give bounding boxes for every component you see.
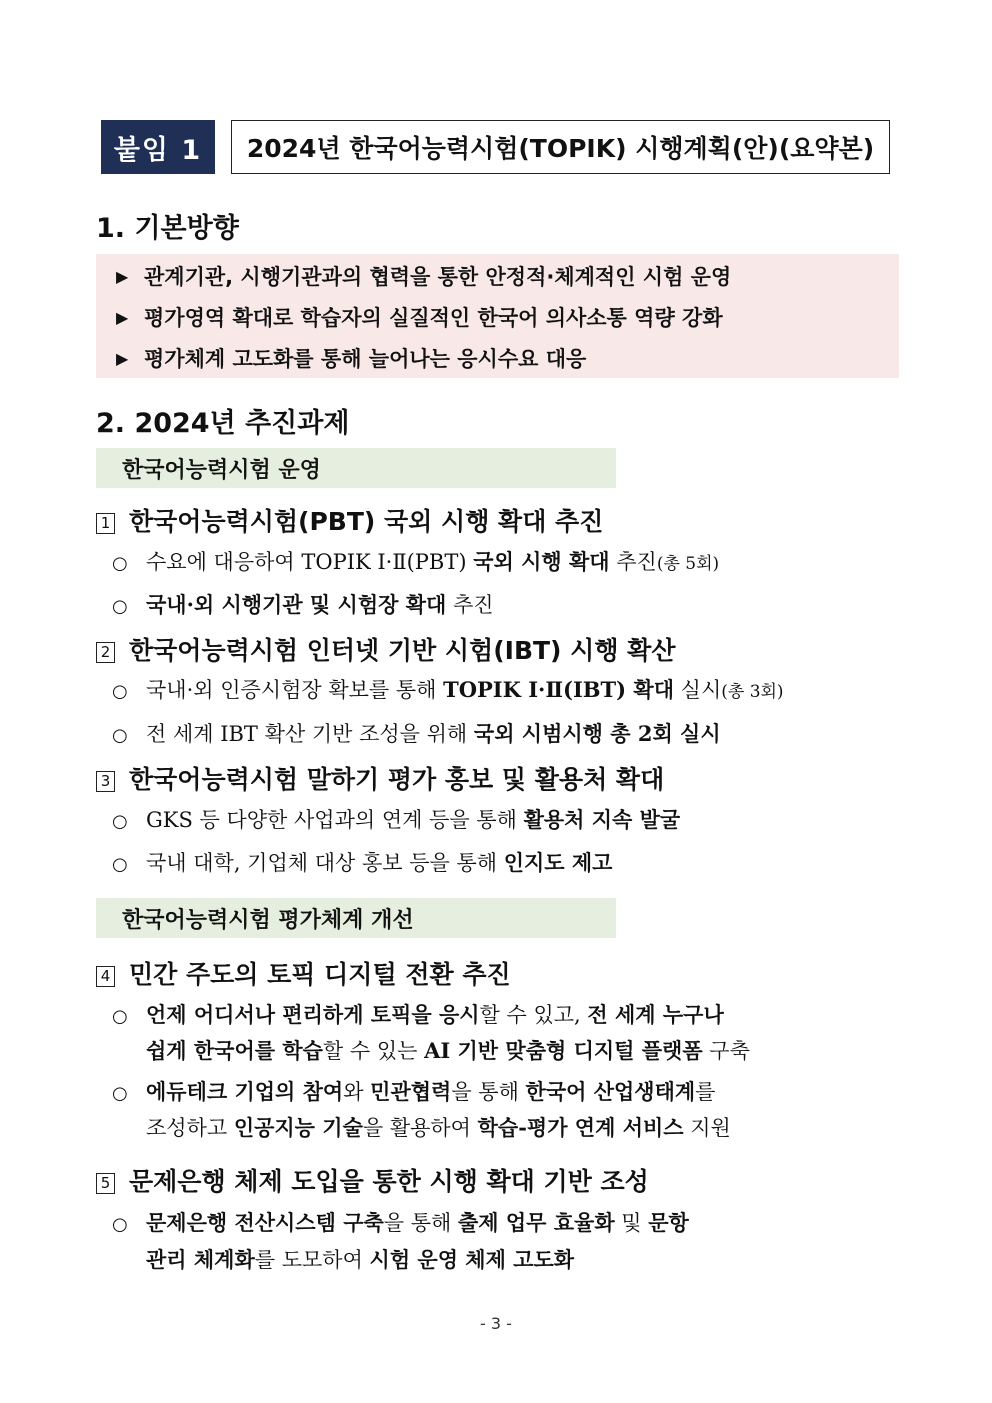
task-title: 5 문제은행 체제 도입을 통한 시행 확대 기반 조성: [96, 1162, 649, 1198]
task-title: 4 민간 주도의 토픽 디지털 전환 추진: [96, 955, 511, 991]
direction-point: ▶ 평가영역 확대로 학습자의 실질적인 한국어 의사소통 역량 강화: [116, 306, 723, 330]
circle-bullet-icon: ○: [112, 681, 128, 702]
task-number-box: 5: [96, 1173, 115, 1194]
task-number-box: 4: [96, 966, 115, 987]
page-number: - 3 -: [480, 1314, 512, 1333]
task-number-box: 2: [96, 642, 115, 663]
task-bullet: ○ 국내·외 인증시험장 확보를 통해 TOPIK Ⅰ·Ⅱ(IBT) 확대 실시(총 3회): [112, 677, 784, 702]
circle-bullet-icon: ○: [112, 553, 128, 574]
task-bullet-continuation: 조성하고 인공지능 기술을 활용하여 학습-평가 연계 서비스 지원: [146, 1115, 731, 1140]
task-bullet: ○ 전 세계 IBT 확산 기반 조성을 위해 국외 시범시행 총 2회 실시: [112, 721, 721, 746]
task-bullet-continuation: 쉽게 한국어를 학습할 수 있는 AI 기반 맞춤형 디지털 플랫폼 구축: [146, 1038, 750, 1063]
circle-bullet-icon: ○: [112, 1214, 128, 1235]
circle-bullet-icon: ○: [112, 854, 128, 875]
task-bullet: ○ 수요에 대응하여 TOPIK Ⅰ·Ⅱ(PBT) 국외 시행 확대 추진(총 5회): [112, 549, 720, 574]
section-heading-basic-direction: 1. 기본방향: [96, 213, 239, 244]
circle-bullet-icon: ○: [112, 596, 128, 617]
document-title: 2024년 한국어능력시험(TOPIK) 시행계획(안)(요약본): [231, 120, 890, 174]
circle-bullet-icon: ○: [112, 811, 128, 832]
group-label-evaluation: 한국어능력시험 평가체계 개선: [96, 898, 616, 938]
task-number-box: 1: [96, 513, 115, 534]
task-bullet: ○ 언제 어디서나 편리하게 토픽을 응시할 수 있고, 전 세계 누구나: [112, 1002, 724, 1027]
circle-bullet-icon: ○: [112, 725, 128, 746]
circle-bullet-icon: ○: [112, 1083, 128, 1104]
task-bullet: ○ GKS 등 다양한 사업과의 연계 등을 통해 활용처 지속 발굴: [112, 807, 681, 832]
task-bullet: ○ 문제은행 전산시스템 구축을 통해 출제 업무 효율화 및 문항: [112, 1210, 689, 1235]
direction-point: ▶ 관계기관, 시행기관과의 협력을 통한 안정적·체계적인 시험 운영: [116, 265, 732, 289]
task-bullet: ○ 국내·외 시행기관 및 시험장 확대 추진: [112, 592, 494, 617]
circle-bullet-icon: ○: [112, 1006, 128, 1027]
triangle-right-icon: ▶: [116, 308, 129, 327]
attachment-tag: 붙임 1: [101, 120, 215, 174]
triangle-right-icon: ▶: [116, 349, 129, 368]
task-title: 1 한국어능력시험(PBT) 국외 시행 확대 추진: [96, 502, 603, 538]
task-title: 3 한국어능력시험 말하기 평가 홍보 및 활용처 확대: [96, 760, 664, 796]
group-label-operation: 한국어능력시험 운영: [96, 448, 616, 488]
task-title: 2 한국어능력시험 인터넷 기반 시험(IBT) 시행 확산: [96, 631, 675, 667]
task-number-box: 3: [96, 771, 115, 792]
triangle-right-icon: ▶: [116, 267, 129, 286]
task-bullet-continuation: 관리 체계화를 도모하여 시험 운영 체제 고도화: [146, 1247, 575, 1272]
section-heading-tasks: 2. 2024년 추진과제: [96, 408, 350, 439]
task-bullet: ○ 에듀테크 기업의 참여와 민관협력을 통해 한국어 산업생태계를: [112, 1079, 716, 1104]
direction-point: ▶ 평가체계 고도화를 통해 늘어나는 응시수요 대응: [116, 347, 587, 371]
task-bullet: ○ 국내 대학, 기업체 대상 홍보 등을 통해 인지도 제고: [112, 850, 613, 875]
